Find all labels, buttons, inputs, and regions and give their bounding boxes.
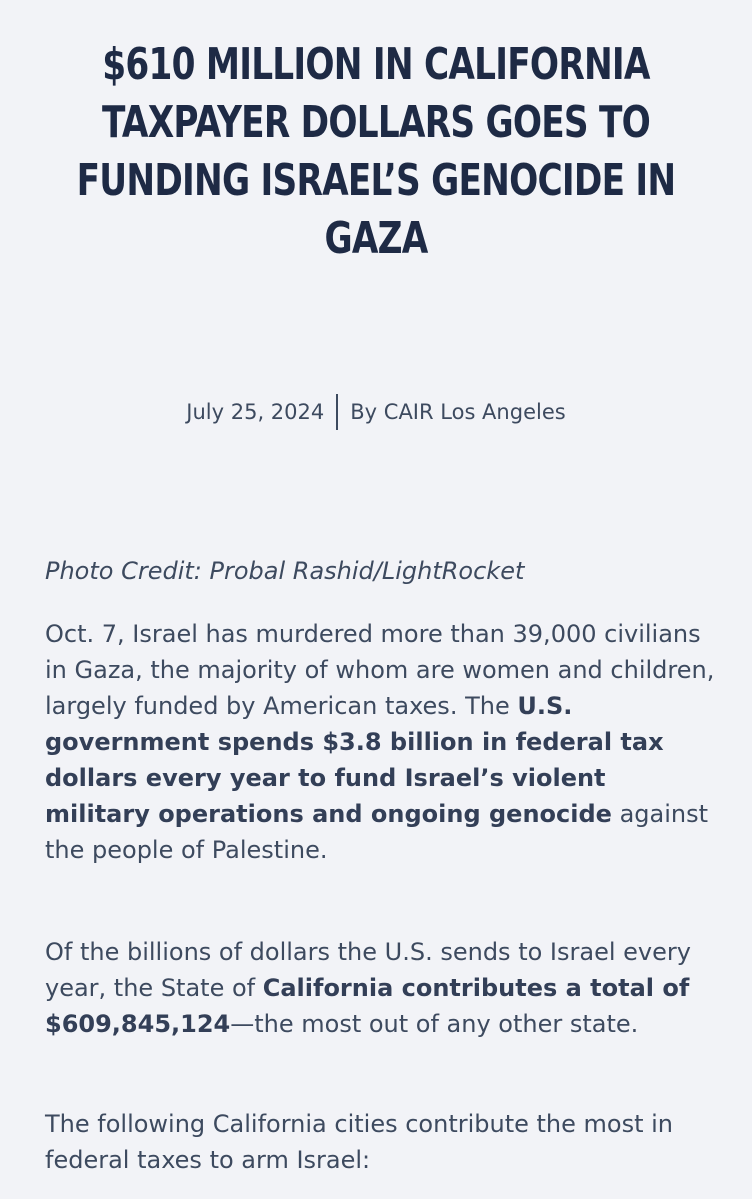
paragraph-2-text-a: Of the billions of dollars the U.S. sends to Israel every year, the State of <box>45 938 691 1002</box>
meta-divider <box>336 394 338 430</box>
paragraph-1 <box>45 616 715 868</box>
paragraph-1-text-a: Oct. 7, Israel has murdered more than 39,000 civilians in Gaza, the majority of whom are women and children, largely funded by American taxes. The <box>45 620 715 720</box>
photo-credit: Photo Credit: Probal Rashid/LightRocket <box>45 557 525 585</box>
paragraph-2-text-c: —the most out of any other state. <box>230 1010 639 1038</box>
paragraph-2 <box>45 934 715 1042</box>
publish-date: July 25, 2024 <box>186 400 325 424</box>
paragraph-3 <box>45 1106 715 1178</box>
paragraph-2-bold: California contributes a total of $609,845,124 <box>45 974 690 1038</box>
paragraph-3-text: The following California cities contribute the most in federal taxes to arm Israel: <box>45 1110 674 1174</box>
paragraph-1-bold: U.S. government spends $3.8 billion in federal tax dollars every year to fund Israel’s violent military operations and ongoing genocide <box>45 692 664 828</box>
article-headline <box>76 36 676 268</box>
paragraph-1-text-c: against the people of Palestine. <box>45 800 709 864</box>
article-meta <box>0 394 752 430</box>
headline-text: $610 MILLION IN CALIFORNIA TAXPAYER DOLLARS GOES TO FUNDING ISRAEL’S GENOCIDE IN GAZA <box>76 39 676 264</box>
author-byline: By CAIR Los Angeles <box>350 400 566 424</box>
